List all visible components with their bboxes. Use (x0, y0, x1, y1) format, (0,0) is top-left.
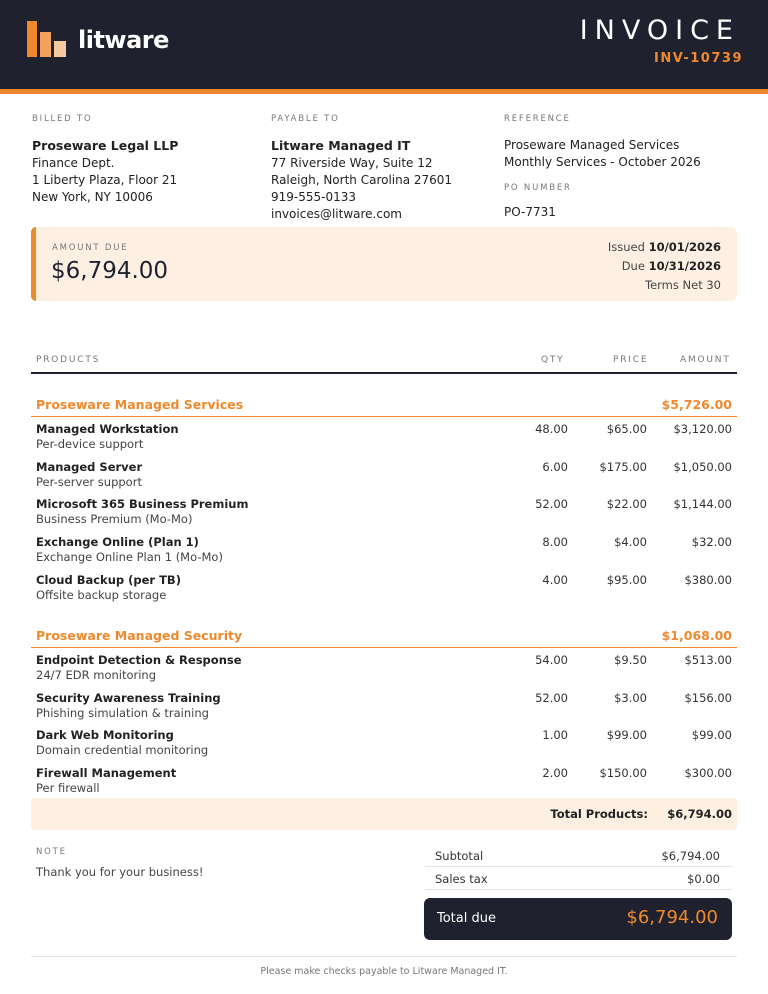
reference-line: Monthly Services - October 2026 (504, 155, 701, 169)
table-row (36, 422, 732, 456)
column-header-products: PRODUCTS (36, 355, 101, 365)
payable-to-name: Litware Managed IT (271, 138, 411, 153)
sales-tax-row (425, 868, 732, 890)
footer-note: Please make checks payable to Litware Managed IT. (260, 966, 508, 977)
litware-logo-icon (27, 21, 71, 59)
item-qty: 52.00 (535, 691, 568, 705)
po-number: PO-7731 (504, 205, 556, 219)
item-amount: $513.00 (684, 653, 732, 667)
payable-to-label: PAYABLE TO (271, 114, 340, 124)
table-row (36, 497, 732, 531)
item-amount: $3,120.00 (673, 422, 732, 436)
item-name: Dark Web Monitoring (36, 728, 174, 742)
item-description: Offsite backup storage (36, 588, 167, 602)
total-products-value: $6,794.00 (667, 807, 732, 821)
subtotal-label: Subtotal (435, 849, 484, 863)
payable-to-email[interactable]: invoices@litware.com (271, 207, 402, 221)
item-qty: 52.00 (535, 497, 568, 511)
item-description: Business Premium (Mo-Mo) (36, 512, 193, 526)
item-amount: $1,144.00 (673, 497, 732, 511)
item-name: Exchange Online (Plan 1) (36, 535, 199, 549)
note-text: Thank you for your business! (36, 865, 204, 879)
item-description: Domain credential monitoring (36, 743, 209, 757)
item-amount: $300.00 (684, 766, 732, 780)
invoice-number: INV-10739 (654, 51, 743, 66)
footer-rule (31, 956, 737, 957)
amount-due-box (31, 227, 737, 301)
billed-to-name: Proseware Legal LLP (32, 138, 179, 153)
item-price: $99.00 (606, 728, 647, 742)
due-label: Due (621, 259, 645, 273)
item-name: Managed Workstation (36, 422, 179, 436)
item-qty: 54.00 (535, 653, 568, 667)
sales-tax-value: $0.00 (687, 872, 720, 886)
total-due-box (424, 898, 732, 940)
column-header-amount: AMOUNT (680, 355, 731, 365)
payable-to-line: Raleigh, North Carolina 27601 (271, 173, 453, 187)
due-date: 10/31/2026 (648, 259, 721, 273)
item-name: Endpoint Detection & Response (36, 653, 242, 667)
column-header-qty: QTY (541, 355, 565, 365)
item-amount: $380.00 (684, 573, 732, 587)
product-group-header (36, 397, 732, 415)
table-row (36, 460, 732, 494)
group-rule (31, 647, 737, 648)
item-price: $22.00 (606, 497, 647, 511)
item-price: $175.00 (599, 460, 647, 474)
item-qty: 48.00 (535, 422, 568, 436)
invoice-title: INVOICE (579, 15, 740, 46)
subtotal-value: $6,794.00 (661, 849, 720, 863)
item-price: $3.00 (614, 691, 647, 705)
item-description: Exchange Online Plan 1 (Mo-Mo) (36, 550, 223, 564)
item-name: Managed Server (36, 460, 143, 474)
item-qty: 4.00 (542, 573, 568, 587)
item-qty: 1.00 (542, 728, 568, 742)
item-description: Per-server support (36, 475, 142, 489)
due-date-row (608, 257, 721, 276)
header-accent-stripe (0, 89, 768, 94)
reference-section (504, 111, 734, 221)
product-group-header (36, 628, 732, 646)
reference-line: Proseware Managed Services (504, 138, 680, 152)
group-total: $1,068.00 (661, 628, 732, 643)
item-qty: 6.00 (542, 460, 568, 474)
column-header-price: PRICE (613, 355, 649, 365)
item-price: $4.00 (614, 535, 647, 549)
payable-to-line: 919-555-0133 (271, 190, 357, 204)
note-label: NOTE (36, 847, 67, 857)
item-description: Per firewall (36, 781, 100, 795)
issued-date: 10/01/2026 (648, 240, 721, 254)
item-name: Cloud Backup (per TB) (36, 573, 181, 587)
table-row (36, 691, 732, 725)
item-amount: $99.00 (691, 728, 732, 742)
issued-date-row (608, 238, 721, 257)
group-name: Proseware Managed Services (36, 397, 244, 412)
logo-text: litware (78, 26, 169, 54)
item-amount: $32.00 (691, 535, 732, 549)
item-price: $65.00 (606, 422, 647, 436)
billed-to-line: New York, NY 10006 (32, 190, 153, 204)
item-amount: $1,050.00 (673, 460, 732, 474)
item-qty: 2.00 (542, 766, 568, 780)
table-row (36, 535, 732, 569)
billed-to-line: Finance Dept. (32, 156, 115, 170)
item-price: $150.00 (599, 766, 647, 780)
issued-label: Issued (607, 240, 645, 254)
invoice-header (0, 0, 768, 89)
amount-due-value: $6,794.00 (51, 258, 169, 284)
item-name: Security Awareness Training (36, 691, 221, 705)
item-price: $95.00 (606, 573, 647, 587)
total-due-value: $6,794.00 (626, 907, 718, 928)
item-price: $9.50 (614, 653, 647, 667)
item-qty: 8.00 (542, 535, 568, 549)
amount-due-label: AMOUNT DUE (52, 243, 129, 253)
table-header-rule (31, 372, 737, 374)
table-row (36, 728, 732, 762)
item-amount: $156.00 (684, 691, 732, 705)
table-row (36, 573, 732, 607)
table-row (36, 653, 732, 687)
item-name: Firewall Management (36, 766, 177, 780)
table-row (36, 766, 732, 800)
billed-to-label: BILLED TO (32, 114, 93, 124)
reference-label: REFERENCE (504, 114, 571, 124)
group-rule (31, 416, 737, 417)
payable-to-line: 77 Riverside Way, Suite 12 (271, 156, 433, 170)
item-name: Microsoft 365 Business Premium (36, 497, 249, 511)
group-total: $5,726.00 (661, 397, 732, 412)
payment-terms: Terms Net 30 (645, 278, 721, 292)
total-products-label: Total Products: (550, 807, 648, 821)
item-description: Per-device support (36, 437, 144, 451)
total-due-label: Total due (437, 911, 496, 926)
amount-due-accent-bar (31, 227, 36, 301)
sales-tax-label: Sales tax (435, 872, 488, 886)
group-name: Proseware Managed Security (36, 628, 243, 643)
invoice-dates (608, 238, 721, 295)
po-number-label: PO NUMBER (504, 183, 572, 193)
total-products-row (31, 798, 737, 830)
payable-to-section (271, 111, 491, 223)
subtotal-row (425, 845, 732, 867)
billed-to-line: 1 Liberty Plaza, Floor 21 (32, 173, 178, 187)
item-description: 24/7 EDR monitoring (36, 668, 157, 682)
billed-to-section (32, 111, 252, 206)
item-description: Phishing simulation & training (36, 706, 209, 720)
